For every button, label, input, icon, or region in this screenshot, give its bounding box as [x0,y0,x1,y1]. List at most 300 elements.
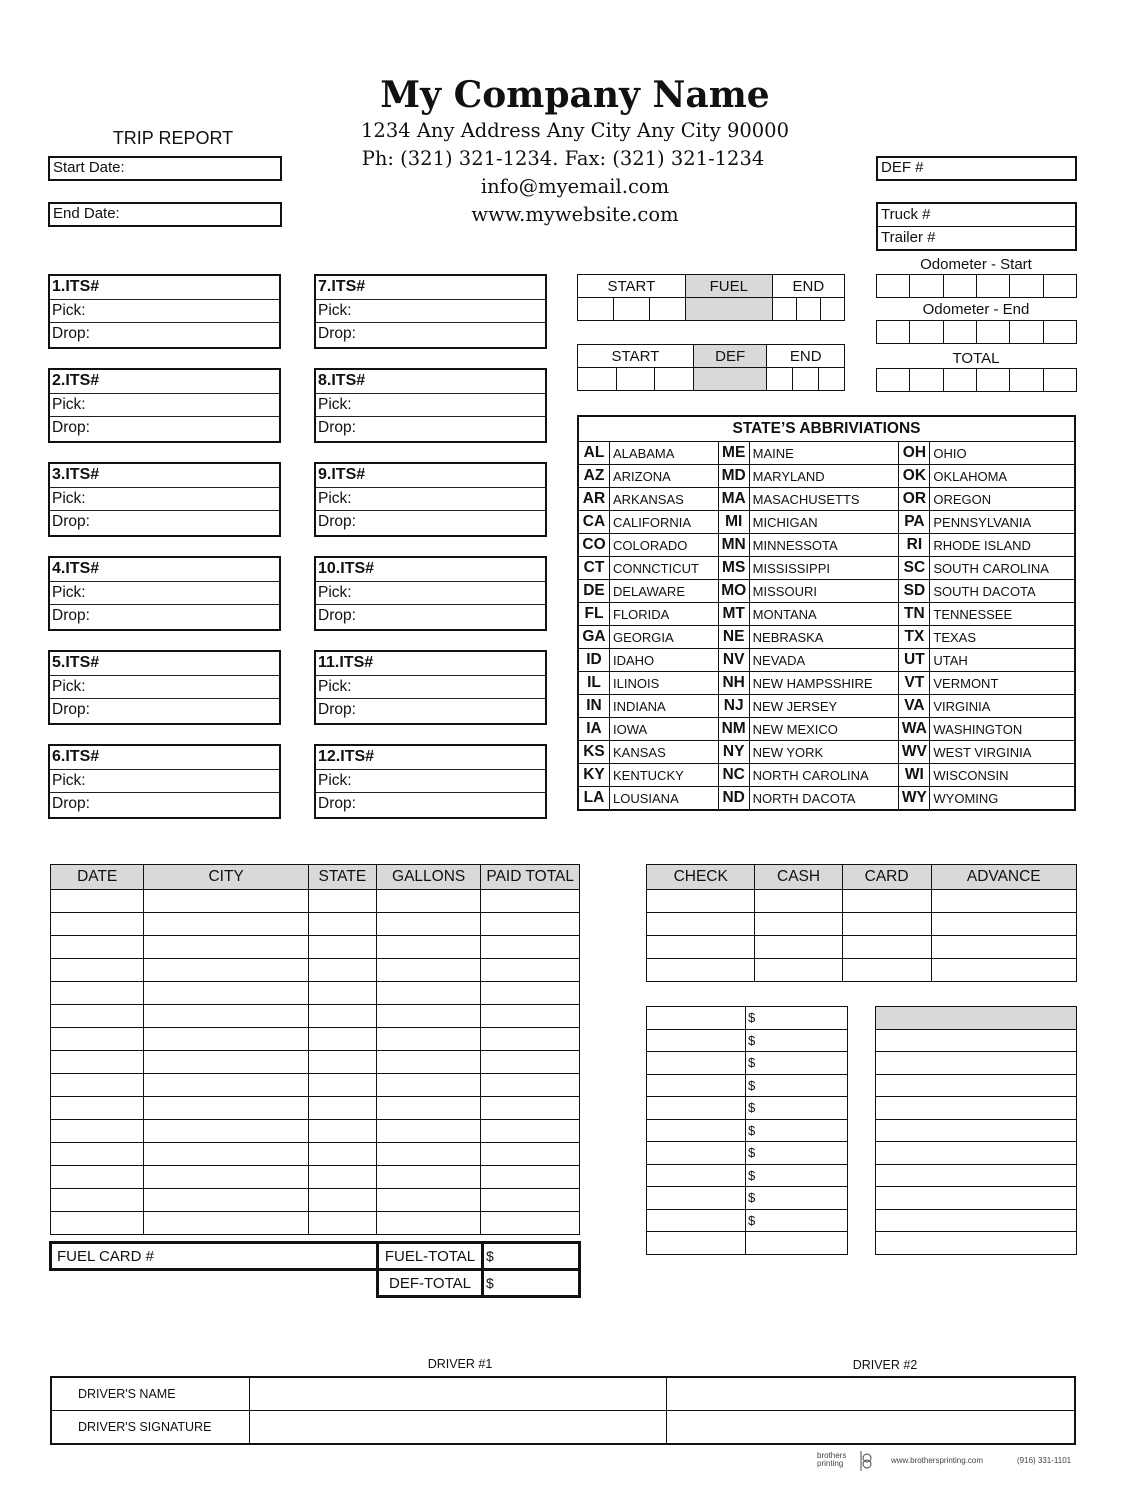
drop-field[interactable]: Drop: [318,513,356,530]
printer-logo-icon [860,1451,872,1476]
fuel-table-row [51,1189,580,1212]
driver-2-signature-field[interactable] [667,1411,1076,1445]
fuel-table-cell[interactable] [51,1097,144,1120]
its-block [314,368,547,443]
fuel-table-row [51,1028,580,1051]
odometer-start-label: Odometer - Start [920,256,1032,273]
drop-field[interactable]: Drop: [318,607,356,624]
state-name: GEORGIA [610,626,719,649]
fuel-table-cell[interactable] [51,1212,144,1235]
expense-description-cell[interactable] [647,1052,746,1075]
fuel-table-cell[interactable] [51,890,144,913]
payment-table-cell[interactable] [647,890,755,913]
def-total-field[interactable] [483,1270,580,1297]
fuel-table-cell[interactable] [481,1166,580,1189]
odometer-digit-box[interactable] [877,321,910,344]
state-abbreviation: MD [718,465,749,488]
fuel-table-cell[interactable] [51,936,144,959]
def-number-field[interactable] [876,156,1077,181]
expense-description-cell[interactable] [647,1209,746,1232]
its-number-field[interactable]: 1.ITS# [50,276,279,300]
payment-table-cell[interactable] [931,913,1076,936]
expense-description-cell[interactable] [647,1119,746,1142]
company-name: My Company Name [380,74,770,116]
expense-row [647,1142,848,1165]
fuel-table-cell[interactable] [308,1028,376,1051]
expense-amount-cell[interactable] [746,1007,848,1030]
expense-amount-cell[interactable] [746,1232,848,1255]
expense-amount-cell[interactable] [746,1029,848,1052]
notes-row [876,1232,1077,1255]
notes-cell[interactable] [876,1232,1077,1255]
odometer-end-boxes [876,320,1077,344]
fuel-table-cell[interactable] [376,982,481,1005]
drop-field[interactable]: Drop: [52,513,90,530]
fuel-table-cell[interactable] [481,1097,580,1120]
odometer-digit-box[interactable] [943,369,976,392]
its-block [314,556,547,631]
its-block [314,462,547,537]
fuel-table-cell[interactable] [144,1143,308,1166]
payment-table-cell[interactable] [755,959,842,982]
state-name: CONNCTICUT [610,557,719,580]
expense-description-cell[interactable] [647,1007,746,1030]
fuel-table-cell[interactable] [481,1189,580,1212]
fuel-table-cell[interactable] [308,1074,376,1097]
odometer-digit-box[interactable] [1043,369,1076,392]
state-abbreviation: NJ [718,695,749,718]
fuel-table-row [51,1212,580,1235]
expense-row [647,1232,848,1255]
notes-row [876,1052,1077,1075]
fuel-table-cell[interactable] [308,913,376,936]
its-number-field[interactable]: 8.ITS# [316,370,545,394]
fuel-table-cell[interactable] [144,1074,308,1097]
fuel-table-cell[interactable] [481,959,580,982]
fuel-table-cell[interactable] [51,913,144,936]
state-abbreviation: DE [578,580,610,603]
fuel-table-cell[interactable] [376,1028,481,1051]
def-end-digit[interactable] [767,368,793,391]
fuel-table-cell[interactable] [51,1143,144,1166]
start-date-field[interactable] [48,156,282,181]
fuel-table-cell[interactable] [51,959,144,982]
def-header: DEF [693,345,767,368]
pick-field[interactable]: Pick: [50,300,279,324]
state-name: FLORIDA [610,603,719,626]
fuel-table-cell[interactable] [144,1097,308,1120]
odometer-digit-box[interactable] [976,321,1009,344]
fuel-table-row [51,1166,580,1189]
fuel-table-cell[interactable] [308,1005,376,1028]
payment-table-cell[interactable] [755,936,842,959]
its-number-field[interactable]: 11.ITS# [316,652,545,676]
fuel-end-digit[interactable] [796,298,820,321]
fuel-table-cell[interactable] [308,982,376,1005]
expense-row [647,1187,848,1210]
fuel-table-cell[interactable] [376,1074,481,1097]
drivers-signature-label: DRIVER'S SIGNATURE [51,1411,250,1445]
notes-cell[interactable] [876,1074,1077,1097]
notes-cell[interactable] [876,1097,1077,1120]
state-abbreviation: CO [578,534,610,557]
fuel-table-cell[interactable] [481,1051,580,1074]
fuel-table-cell[interactable] [51,1074,144,1097]
state-abbreviation: UT [899,649,930,672]
fuel-table-cell[interactable] [376,1005,481,1028]
printer-website: www.brothersprinting.com [891,1456,984,1465]
payment-table-cell[interactable] [931,936,1076,959]
state-abbreviation: KY [578,764,610,787]
fuel-table-cell[interactable] [308,1189,376,1212]
def-end-digit[interactable] [819,368,845,391]
odometer-digit-box[interactable] [1043,275,1076,298]
fuel-table-cell[interactable] [51,1189,144,1212]
its-number-field[interactable]: 2.ITS# [50,370,279,394]
pick-field[interactable]: Pick: [50,676,279,700]
states-row [578,718,1075,741]
fuel-total-label: FUEL-TOTAL [378,1243,483,1270]
driver-2-name-field[interactable] [667,1377,1076,1411]
truck-number-field[interactable] [878,204,1075,227]
fuel-table-cell[interactable] [308,936,376,959]
states-row [578,442,1075,465]
expense-row [647,1097,848,1120]
states-row [578,626,1075,649]
fuel-table-cell[interactable] [481,1074,580,1097]
odometer-digit-box[interactable] [976,369,1009,392]
states-row [578,534,1075,557]
state-name: WISCONSIN [930,764,1075,787]
fuel-table-cell[interactable] [51,982,144,1005]
fuel-table-cell[interactable] [481,890,580,913]
odometer-digit-box[interactable] [943,275,976,298]
drop-field[interactable]: Drop: [318,795,356,812]
fuel-table-cell[interactable] [308,1166,376,1189]
notes-table [875,1006,1077,1255]
fuel-table-cell[interactable] [308,1143,376,1166]
notes-cell[interactable] [876,1187,1077,1210]
expense-description-cell[interactable] [647,1029,746,1052]
state-name: OREGON [930,488,1075,511]
state-abbreviation: RI [899,534,930,557]
fuel-table-cell[interactable] [144,1120,308,1143]
fuel-table-cell[interactable] [481,1005,580,1028]
fuel-table-cell[interactable] [51,1028,144,1051]
fuel-card-number-field[interactable] [51,1243,378,1270]
notes-header-cell [876,1007,1077,1030]
state-name: IOWA [610,718,719,741]
drop-field[interactable]: Drop: [52,795,90,812]
odometer-end-label: Odometer - End [922,301,1030,318]
state-name: MAINE [749,442,899,465]
expense-amount-cell[interactable] [746,1074,848,1097]
notes-cell[interactable] [876,1209,1077,1232]
pick-field[interactable]: Pick: [316,488,545,512]
expense-row [647,1007,848,1030]
fuel-table-cell[interactable] [51,1005,144,1028]
fuel-column-header: CITY [144,865,308,890]
fuel-table-cell[interactable] [376,1051,481,1074]
odometer-digit-box[interactable] [910,275,943,298]
def-start-digit[interactable] [655,368,694,391]
its-number-field[interactable]: 3.ITS# [50,464,279,488]
fuel-start-digit[interactable] [578,298,614,321]
drop-field[interactable]: Drop: [52,701,90,718]
fuel-table-cell[interactable] [308,1097,376,1120]
driver-1-label: DRIVER #1 [427,1357,493,1371]
currency-symbol: $ [748,1077,756,1093]
fuel-column-header: DATE [51,865,144,890]
its-number-field[interactable]: 5.ITS# [50,652,279,676]
odometer-digit-box[interactable] [910,321,943,344]
fuel-start-digit[interactable] [613,298,649,321]
fuel-table-cell[interactable] [376,1143,481,1166]
odometer-digit-box[interactable] [1010,369,1043,392]
pick-field[interactable]: Pick: [50,770,279,794]
fuel-table-row [51,1120,580,1143]
fuel-table-cell[interactable] [376,936,481,959]
def-end-digit[interactable] [793,368,819,391]
fuel-table-cell[interactable] [481,913,580,936]
pick-field[interactable]: Pick: [316,582,545,606]
fuel-total-field[interactable] [483,1243,580,1270]
its-number-field[interactable]: 12.ITS# [316,746,545,770]
state-abbreviation: OR [899,488,930,511]
fuel-table-cell[interactable] [144,1212,308,1235]
pick-field[interactable]: Pick: [316,770,545,794]
fuel-table-cell[interactable] [144,1189,308,1212]
odometer-start-boxes [876,274,1077,298]
odometer-digit-box[interactable] [943,321,976,344]
state-abbreviation: MS [718,557,749,580]
drop-field[interactable]: Drop: [318,325,356,342]
states-row [578,787,1075,811]
notes-row [876,1119,1077,1142]
odometer-digit-box[interactable] [1043,321,1076,344]
fuel-table-cell[interactable] [481,982,580,1005]
expense-amount-cell[interactable] [746,1119,848,1142]
state-name: VIRGINIA [930,695,1075,718]
fuel-end-digit[interactable] [772,298,796,321]
fuel-table-row [51,1143,580,1166]
state-abbreviation: MI [718,511,749,534]
state-abbreviation: NV [718,649,749,672]
state-name: COLORADO [610,534,719,557]
fuel-column-header: STATE [308,865,376,890]
fuel-end-digit[interactable] [820,298,844,321]
def-number-label: DEF # [881,159,924,176]
state-name: TEXAS [930,626,1075,649]
state-abbreviation: NY [718,741,749,764]
state-abbreviation: TN [899,603,930,626]
fuel-table-cell[interactable] [308,1212,376,1235]
payment-table-cell[interactable] [842,913,931,936]
fuel-table-cell[interactable] [144,936,308,959]
payment-table-cell[interactable] [647,913,755,936]
drop-field[interactable]: Drop: [52,325,90,342]
driver-2-label: DRIVER #2 [852,1358,918,1372]
fuel-table-cell[interactable] [481,1212,580,1235]
notes-row [876,1209,1077,1232]
state-name: ARKANSAS [610,488,719,511]
fuel-table-cell[interactable] [144,959,308,982]
state-name: OKLAHOMA [930,465,1075,488]
end-date-field[interactable] [48,202,282,227]
start-date-label: Start Date: [53,159,125,176]
payment-table-cell[interactable] [842,890,931,913]
fuel-table-cell[interactable] [481,936,580,959]
odometer-digit-box[interactable] [1010,275,1043,298]
fuel-table-cell[interactable] [144,1051,308,1074]
payment-table-cell[interactable] [931,959,1076,982]
expense-description-cell[interactable] [647,1187,746,1210]
currency-symbol: $ [748,1100,756,1116]
fuel-table-cell[interactable] [376,913,481,936]
fuel-table-cell[interactable] [376,959,481,982]
payment-table-cell[interactable] [647,936,755,959]
company-address: 1234 Any Address Any City Any City 90000 [361,119,789,142]
its-block [48,650,281,725]
fuel-table-cell[interactable] [376,1166,481,1189]
fuel-table-cell[interactable] [376,890,481,913]
printer-brand-line1: brothers [817,1451,847,1460]
odometer-digit-box[interactable] [1010,321,1043,344]
expense-amount-cell[interactable] [746,1052,848,1075]
fuel-card-number-label: FUEL CARD # [57,1247,154,1265]
drop-field[interactable]: Drop: [52,419,90,436]
drop-field[interactable]: Drop: [318,701,356,718]
fuel-table-cell[interactable] [144,1005,308,1028]
company-website: www.mywebsite.com [471,203,679,226]
notes-cell[interactable] [876,1052,1077,1075]
def-start-digit[interactable] [616,368,655,391]
fuel-table-cell[interactable] [481,1028,580,1051]
its-number-field[interactable]: 9.ITS# [316,464,545,488]
fuel-table-cell[interactable] [308,890,376,913]
pick-field[interactable]: Pick: [50,394,279,418]
notes-cell[interactable] [876,1164,1077,1187]
its-number-field[interactable]: 4.ITS# [50,558,279,582]
its-block [48,274,281,349]
fuel-table-cell[interactable] [144,913,308,936]
fuel-table-cell[interactable] [481,1143,580,1166]
fuel-table-cell[interactable] [144,1166,308,1189]
odometer-digit-box[interactable] [877,275,910,298]
odometer-digit-box[interactable] [910,369,943,392]
expense-amount-cell[interactable] [746,1209,848,1232]
odometer-digit-box[interactable] [976,275,1009,298]
state-abbreviation: GA [578,626,610,649]
its-number-field[interactable]: 7.ITS# [316,276,545,300]
payment-table-cell[interactable] [842,959,931,982]
state-name: MISSISSIPPI [749,557,899,580]
its-block [314,744,547,819]
fuel-table-cell[interactable] [376,1189,481,1212]
notes-cell[interactable] [876,1029,1077,1052]
state-name: INDIANA [610,695,719,718]
pick-field[interactable]: Pick: [50,488,279,512]
fuel-table-cell[interactable] [308,959,376,982]
fuel-table-cell[interactable] [144,1028,308,1051]
drop-field[interactable]: Drop: [318,419,356,436]
pick-field[interactable]: Pick: [316,394,545,418]
expense-description-cell[interactable] [647,1164,746,1187]
pick-field[interactable]: Pick: [316,300,545,324]
driver-1-name-field[interactable] [250,1377,667,1411]
state-name: MASACHUSETTS [749,488,899,511]
odometer-digit-box[interactable] [877,369,910,392]
fuel-table-cell[interactable] [144,982,308,1005]
state-name: KANSAS [610,741,719,764]
def-start-digit[interactable] [578,368,617,391]
def-gauge-cell [693,368,767,391]
its-number-field[interactable]: 10.ITS# [316,558,545,582]
fuel-table-cell[interactable] [51,1051,144,1074]
payment-table-cell[interactable] [755,890,842,913]
state-abbreviation: WV [899,741,930,764]
state-name: NEBRASKA [749,626,899,649]
notes-cell[interactable] [876,1119,1077,1142]
expense-amount-cell[interactable] [746,1164,848,1187]
its-number-field[interactable]: 6.ITS# [50,746,279,770]
fuel-table-cell[interactable] [376,1097,481,1120]
fuel-table-row [51,936,580,959]
state-abbreviation: IA [578,718,610,741]
pick-field[interactable]: Pick: [50,582,279,606]
expense-description-cell[interactable] [647,1232,746,1255]
fuel-start-digit[interactable] [649,298,685,321]
state-name: WYOMING [930,787,1075,811]
currency-symbol: $ [748,1032,756,1048]
payment-table-cell[interactable] [755,913,842,936]
payment-table-cell[interactable] [931,890,1076,913]
state-name: LOUSIANA [610,787,719,811]
def-start-header: START [578,345,694,368]
fuel-table-cell[interactable] [376,1120,481,1143]
expense-amount-cell[interactable] [746,1097,848,1120]
fuel-table-cell[interactable] [481,1120,580,1143]
expense-amount-cell[interactable] [746,1142,848,1165]
states-title: STATE’S ABBRIVIATIONS [578,416,1075,442]
state-abbreviation: MO [718,580,749,603]
expense-description-cell[interactable] [647,1074,746,1097]
state-name: NEW HAMPSSHIRE [749,672,899,695]
notes-row [876,1097,1077,1120]
fuel-table-cell[interactable] [144,890,308,913]
payment-table-cell[interactable] [647,959,755,982]
def-end-header: END [767,345,845,368]
fuel-table-cell[interactable] [51,1166,144,1189]
trailer-number-field[interactable] [878,227,1075,249]
drop-field[interactable]: Drop: [52,607,90,624]
state-abbreviation: AZ [578,465,610,488]
fuel-table-cell[interactable] [51,1120,144,1143]
fuel-table-cell[interactable] [308,1120,376,1143]
payment-table-cell[interactable] [842,936,931,959]
expense-description-cell[interactable] [647,1142,746,1165]
driver-1-signature-field[interactable] [250,1411,667,1445]
fuel-table-cell[interactable] [308,1051,376,1074]
fuel-table-cell[interactable] [376,1212,481,1235]
notes-cell[interactable] [876,1142,1077,1165]
pick-field[interactable]: Pick: [316,676,545,700]
its-block [48,368,281,443]
expense-description-cell[interactable] [647,1097,746,1120]
state-abbreviation: AL [578,442,610,465]
expense-amount-cell[interactable] [746,1187,848,1210]
state-abbreviation: WY [899,787,930,811]
